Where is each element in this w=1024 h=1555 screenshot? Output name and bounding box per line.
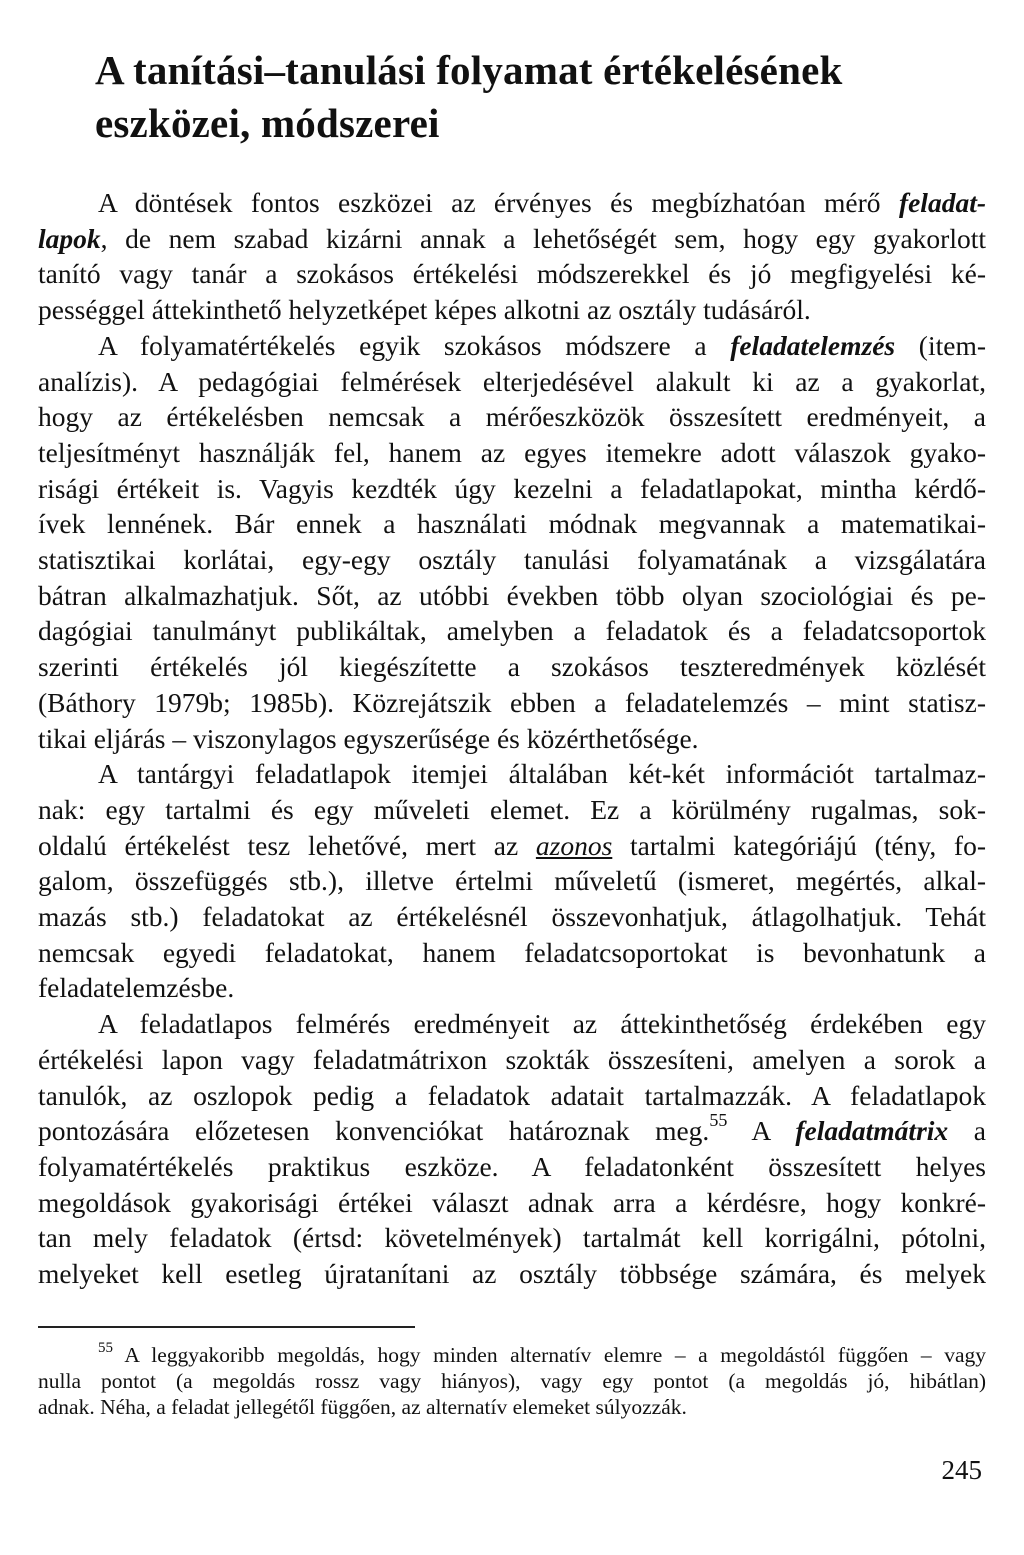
page-number: 245 — [941, 1455, 982, 1485]
text-run: tartalmi kategóriájú (tény, fo- — [612, 829, 986, 861]
body-line: mazás stb.) feladatokat az értékelésnél összevonhatjuk, átlagolhatjuk. Tehát — [38, 901, 986, 933]
footnote-reference[interactable]: 55 — [709, 1110, 728, 1131]
text-run: A — [727, 1115, 796, 1147]
body-line: (Báthory 1979b; 1985b). Közrejátszik ebben a feladatelemzés – mint statisz- — [38, 686, 986, 718]
underlined-term: azonos — [535, 829, 613, 861]
body-line: folyamatértékelés praktikus eszköze. A feladatonként összesített helyes — [38, 1150, 986, 1182]
body-line: pességgel áttekinthető helyzetképet képes alkotni az osztály tudásáról. — [38, 294, 811, 326]
text-run: A folyamatértékelés egyik szokásos módszere a — [98, 329, 731, 361]
body-line — [38, 185, 986, 221]
body-line — [38, 221, 986, 257]
body-line: A feladatlapos felmérés eredményeit az áttekinthetőség érdekében egy — [98, 1008, 986, 1040]
footnote — [38, 1339, 986, 1420]
body-line: analízis). A pedagógiai felmérések elterjedésével alakult ki az a gyakorlat, — [38, 365, 986, 397]
footnote-number: 55 — [98, 1339, 113, 1356]
body-line: risági értékeit is. Vagyis kezdték úgy kezelni a feladatlapokat, mintha kérdő- — [38, 472, 986, 504]
body-line: tan mely feladatok (értsd: követelmények) tartalmát kell korrigálni, pótolni, — [38, 1222, 986, 1254]
emphasis-term: feladatelemzés — [730, 329, 896, 361]
emphasis-term: feladatmátrix — [795, 1115, 949, 1147]
body-line: szerinti értékelés jól kiegészítette a szokásos teszteredmények közlését — [38, 651, 986, 683]
body-line: tikai eljárás – viszonylagos egyszerűsége és közérthetősége. — [38, 722, 699, 754]
text-run: A leggyakoribb megoldás, hogy minden alternatív elemre – a megoldástól függően – vagy — [113, 1343, 986, 1367]
body-line: hogy az értékelésben nemcsak a mérőeszközök összesített eredményeit, a — [38, 401, 986, 433]
body-line — [38, 1110, 986, 1149]
body-line: teljesítményt használják fel, hanem az egyes itemekre adott válaszok gyako- — [38, 436, 986, 468]
chapter-title-line-1: A tanítási–tanulási folyamat értékelésének — [95, 47, 843, 93]
footnote-divider — [38, 1326, 415, 1328]
body-line: nemcsak egyedi feladatokat, hanem feladatcsoportokat is bevonhatunk a — [38, 936, 986, 968]
body-line — [38, 828, 986, 864]
body-line: értékelési lapon vagy feladatmátrixon szokták összesíteni, amelyen a sorok a — [38, 1043, 986, 1075]
text-run: oldalú értékelést tesz lehetővé, mert az — [38, 829, 536, 861]
chapter-title-line-2: eszközei, módszerei — [95, 100, 440, 146]
body-line: galom, összefüggés stb.), illetve értelmi műveletű (ismeret, megértés, alkal- — [38, 865, 986, 897]
text-run: a — [948, 1115, 986, 1147]
text-run: pontozására előzetesen konvenciókat határoznak meg. — [38, 1115, 710, 1147]
body-line: nak: egy tartalmi és egy műveleti elemet. Ez a körülmény rugalmas, sok- — [38, 793, 986, 825]
body-line: A tantárgyi feladatlapok itemjei általában két-két információt tartalmaz- — [98, 758, 986, 790]
body-line — [38, 328, 986, 364]
body-line: melyeket kell esetleg újratanítani az osztály többsége számára, és melyek — [38, 1258, 986, 1290]
text-run: , de nem szabad kizárni annak a lehetőségét sem, hogy egy gyakorlott — [100, 222, 986, 254]
body-text — [38, 185, 986, 1292]
body-line: feladatelemzésbe. — [38, 972, 235, 1004]
footnote-line — [38, 1339, 986, 1368]
text-run: (item- — [895, 329, 986, 361]
footnote-line: nulla pontot (a megoldás rossz vagy hiányos), vagy egy pontot (a megoldás jó, hibátlan) — [38, 1369, 986, 1393]
footnote-line: adnak. Néha, a feladat jellegétől függően, az alternatív elemeket súlyozzák. — [38, 1395, 687, 1419]
emphasis-term: lapok — [38, 222, 101, 254]
chapter-title — [95, 44, 955, 150]
body-line: statisztikai korlátai, egy-egy osztály tanulási folyamatának a vizsgálatára — [38, 544, 986, 576]
emphasis-term: feladat- — [898, 187, 986, 218]
body-line: dagógiai tanulmányt publikáltak, amelyben a feladatok és a feladatcsoportok — [38, 615, 986, 647]
body-line: megoldások gyakorisági értékei választ adnak arra a kérdésre, hogy konkré- — [38, 1186, 986, 1218]
body-line: ívek lennének. Bár ennek a használati módnak megvannak a matematikai- — [38, 508, 986, 540]
body-line: tanító vagy tanár a szokásos értékelési módszerekkel és jó megfigyelési ké- — [38, 258, 986, 290]
text-run: A döntések fontos eszközei az érvényes és megbízhatóan mérő — [98, 187, 899, 218]
body-line: tanulók, az oszlopok pedig a feladatok adatait tartalmazzák. A feladatlapok — [38, 1079, 986, 1111]
body-line: bátran alkalmazhatjuk. Sőt, az utóbbi években több olyan szociológiai és pe- — [38, 579, 986, 611]
